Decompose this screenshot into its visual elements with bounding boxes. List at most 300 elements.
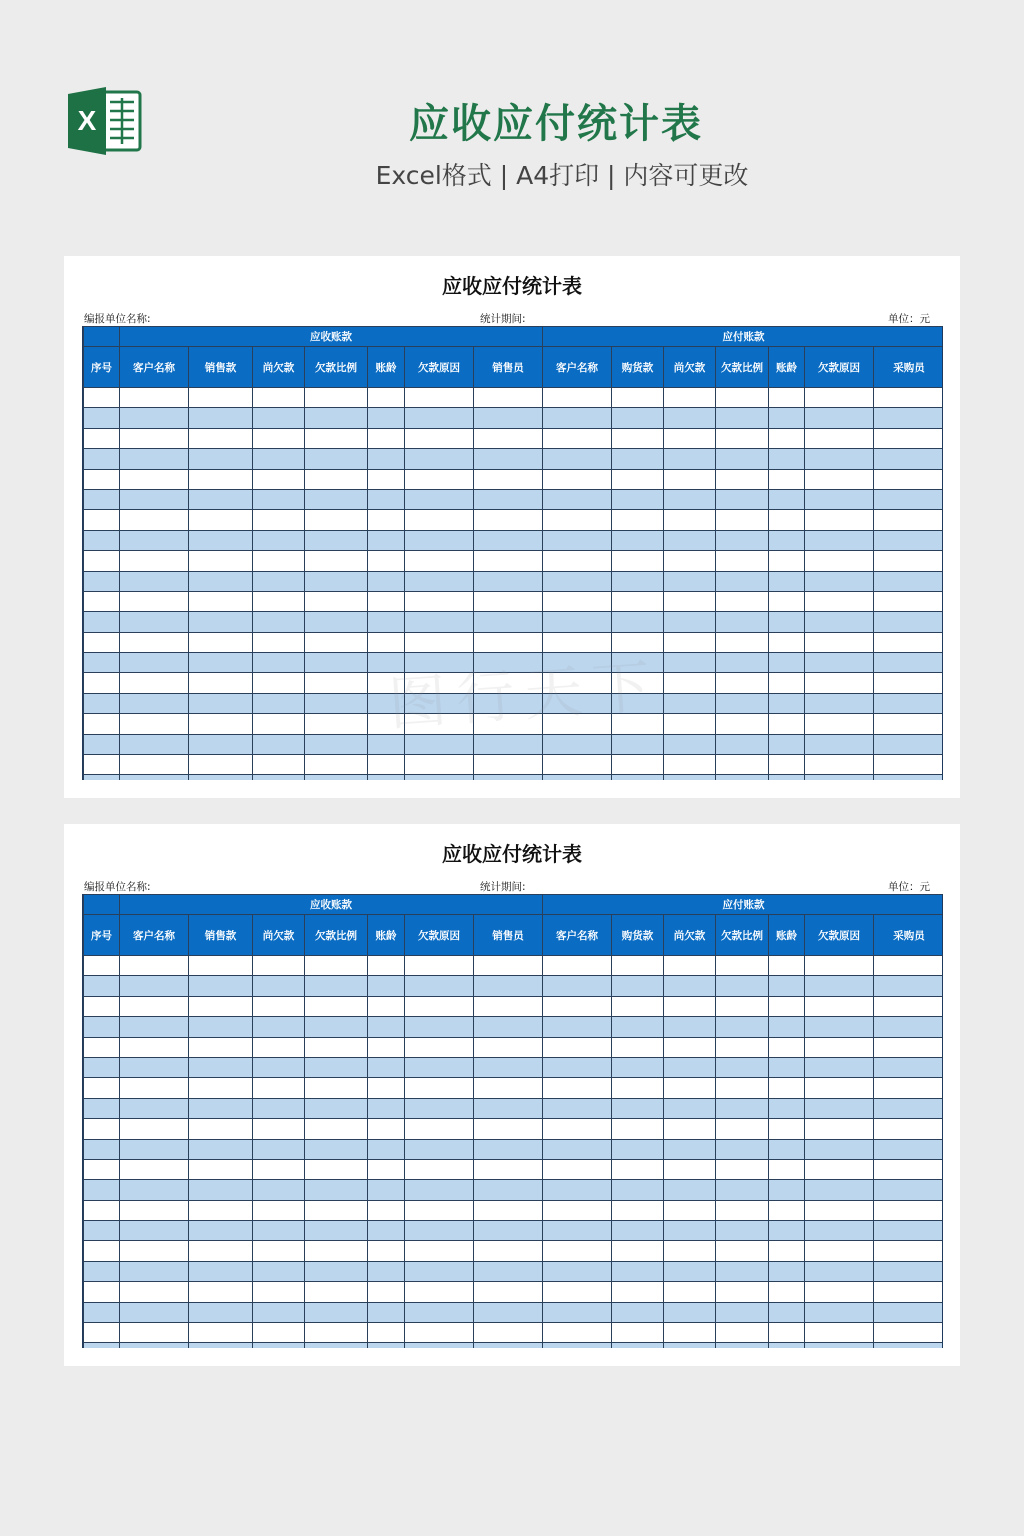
- table-cell[interactable]: [368, 1098, 405, 1118]
- table-cell[interactable]: [368, 1159, 405, 1179]
- table-cell[interactable]: [368, 956, 405, 976]
- table-cell[interactable]: [189, 1119, 253, 1139]
- table-cell[interactable]: [543, 612, 612, 632]
- table-cell[interactable]: [874, 1282, 943, 1302]
- table-cell[interactable]: [805, 1282, 874, 1302]
- table-cell[interactable]: [543, 996, 612, 1016]
- table-cell[interactable]: [120, 530, 189, 550]
- table-cell[interactable]: [405, 1098, 474, 1118]
- table-cell[interactable]: [305, 551, 368, 571]
- table-cell[interactable]: [253, 1261, 305, 1281]
- table-cell[interactable]: [120, 551, 189, 571]
- table-cell[interactable]: [612, 1180, 664, 1200]
- table-cell[interactable]: [612, 734, 664, 754]
- table-cell[interactable]: [305, 612, 368, 632]
- table-cell[interactable]: [612, 775, 664, 780]
- table-cell[interactable]: [405, 571, 474, 591]
- table-cell[interactable]: [664, 1139, 716, 1159]
- table-cell[interactable]: [474, 1282, 543, 1302]
- table-cell[interactable]: [474, 996, 543, 1016]
- table-cell[interactable]: [874, 388, 943, 408]
- table-cell[interactable]: [474, 956, 543, 976]
- table-cell[interactable]: [368, 1221, 405, 1241]
- table-cell[interactable]: [405, 1180, 474, 1200]
- table-cell[interactable]: [253, 530, 305, 550]
- table-cell[interactable]: [716, 591, 769, 611]
- table-cell[interactable]: [805, 1200, 874, 1220]
- table-cell[interactable]: [120, 693, 189, 713]
- table-cell[interactable]: [716, 1261, 769, 1281]
- table-cell[interactable]: [474, 388, 543, 408]
- table-cell[interactable]: [805, 653, 874, 673]
- table-cell[interactable]: [805, 1323, 874, 1343]
- table-cell[interactable]: [120, 469, 189, 489]
- table-cell[interactable]: [874, 956, 943, 976]
- table-cell[interactable]: [253, 1241, 305, 1261]
- table-cell[interactable]: [805, 1139, 874, 1159]
- table-cell[interactable]: [716, 388, 769, 408]
- table-cell[interactable]: [874, 1078, 943, 1098]
- table-cell[interactable]: [664, 996, 716, 1016]
- table-cell[interactable]: [612, 1221, 664, 1241]
- table-cell[interactable]: [543, 1180, 612, 1200]
- table-cell[interactable]: [474, 612, 543, 632]
- table-cell[interactable]: [253, 612, 305, 632]
- table-cell[interactable]: [305, 1323, 368, 1343]
- table-cell[interactable]: [305, 632, 368, 652]
- table-cell[interactable]: [874, 1302, 943, 1322]
- table-cell[interactable]: [716, 714, 769, 734]
- table-cell[interactable]: [84, 449, 120, 469]
- table-cell[interactable]: [716, 1159, 769, 1179]
- table-cell[interactable]: [474, 714, 543, 734]
- table-cell[interactable]: [84, 1261, 120, 1281]
- table-cell[interactable]: [805, 1017, 874, 1037]
- table-cell[interactable]: [474, 1078, 543, 1098]
- table-cell[interactable]: [612, 1343, 664, 1348]
- table-cell[interactable]: [664, 714, 716, 734]
- table-cell[interactable]: [84, 612, 120, 632]
- table-cell[interactable]: [769, 996, 805, 1016]
- table-cell[interactable]: [305, 714, 368, 734]
- table-cell[interactable]: [405, 449, 474, 469]
- table-cell[interactable]: [368, 591, 405, 611]
- table-cell[interactable]: [543, 956, 612, 976]
- table-cell[interactable]: [716, 1221, 769, 1241]
- table-cell[interactable]: [805, 1037, 874, 1057]
- table-cell[interactable]: [543, 469, 612, 489]
- table-cell[interactable]: [769, 1302, 805, 1322]
- table-cell[interactable]: [368, 1139, 405, 1159]
- table-cell[interactable]: [189, 530, 253, 550]
- table-cell[interactable]: [769, 469, 805, 489]
- table-cell[interactable]: [874, 734, 943, 754]
- table-cell[interactable]: [664, 489, 716, 509]
- table-cell[interactable]: [253, 1017, 305, 1037]
- table-cell[interactable]: [543, 388, 612, 408]
- table-cell[interactable]: [120, 1221, 189, 1241]
- table-cell[interactable]: [305, 510, 368, 530]
- table-cell[interactable]: [874, 1343, 943, 1348]
- table-cell[interactable]: [120, 428, 189, 448]
- table-cell[interactable]: [189, 976, 253, 996]
- table-cell[interactable]: [474, 693, 543, 713]
- table-cell[interactable]: [769, 956, 805, 976]
- table-cell[interactable]: [84, 734, 120, 754]
- table-cell[interactable]: [120, 510, 189, 530]
- table-cell[interactable]: [664, 653, 716, 673]
- table-cell[interactable]: [120, 571, 189, 591]
- table-cell[interactable]: [543, 449, 612, 469]
- table-cell[interactable]: [805, 489, 874, 509]
- table-cell[interactable]: [84, 1282, 120, 1302]
- table-cell[interactable]: [84, 388, 120, 408]
- table-cell[interactable]: [716, 1098, 769, 1118]
- table-cell[interactable]: [305, 591, 368, 611]
- table-cell[interactable]: [253, 1098, 305, 1118]
- table-cell[interactable]: [84, 1057, 120, 1077]
- table-cell[interactable]: [874, 673, 943, 693]
- table-cell[interactable]: [769, 755, 805, 775]
- table-cell[interactable]: [716, 632, 769, 652]
- table-cell[interactable]: [874, 1221, 943, 1241]
- table-cell[interactable]: [189, 734, 253, 754]
- table-cell[interactable]: [253, 755, 305, 775]
- table-cell[interactable]: [543, 976, 612, 996]
- table-cell[interactable]: [805, 612, 874, 632]
- table-cell[interactable]: [253, 428, 305, 448]
- table-cell[interactable]: [474, 428, 543, 448]
- table-cell[interactable]: [664, 1282, 716, 1302]
- table-cell[interactable]: [120, 388, 189, 408]
- table-cell[interactable]: [543, 632, 612, 652]
- table-cell[interactable]: [405, 510, 474, 530]
- table-cell[interactable]: [805, 1078, 874, 1098]
- table-cell[interactable]: [769, 1078, 805, 1098]
- table-cell[interactable]: [405, 1323, 474, 1343]
- table-cell[interactable]: [612, 489, 664, 509]
- table-cell[interactable]: [253, 1323, 305, 1343]
- table-cell[interactable]: [305, 693, 368, 713]
- table-cell[interactable]: [474, 1302, 543, 1322]
- table-cell[interactable]: [368, 1017, 405, 1037]
- table-cell[interactable]: [874, 1180, 943, 1200]
- table-cell[interactable]: [805, 428, 874, 448]
- table-cell[interactable]: [664, 591, 716, 611]
- table-cell[interactable]: [769, 1098, 805, 1118]
- table-cell[interactable]: [543, 714, 612, 734]
- table-cell[interactable]: [543, 551, 612, 571]
- table-cell[interactable]: [84, 469, 120, 489]
- table-cell[interactable]: [84, 956, 120, 976]
- table-cell[interactable]: [612, 408, 664, 428]
- table-cell[interactable]: [120, 1098, 189, 1118]
- table-cell[interactable]: [664, 1037, 716, 1057]
- table-cell[interactable]: [769, 1221, 805, 1241]
- table-cell[interactable]: [120, 1057, 189, 1077]
- table-cell[interactable]: [543, 1159, 612, 1179]
- table-cell[interactable]: [612, 449, 664, 469]
- table-cell[interactable]: [543, 1200, 612, 1220]
- table-cell[interactable]: [474, 408, 543, 428]
- table-cell[interactable]: [664, 408, 716, 428]
- table-cell[interactable]: [368, 428, 405, 448]
- table-cell[interactable]: [769, 1282, 805, 1302]
- table-cell[interactable]: [368, 1078, 405, 1098]
- table-cell[interactable]: [253, 956, 305, 976]
- table-cell[interactable]: [305, 1057, 368, 1077]
- table-cell[interactable]: [543, 1241, 612, 1261]
- table-cell[interactable]: [612, 673, 664, 693]
- table-cell[interactable]: [405, 632, 474, 652]
- table-cell[interactable]: [368, 530, 405, 550]
- table-cell[interactable]: [769, 449, 805, 469]
- table-cell[interactable]: [84, 510, 120, 530]
- table-cell[interactable]: [543, 510, 612, 530]
- table-cell[interactable]: [716, 571, 769, 591]
- table-cell[interactable]: [368, 714, 405, 734]
- table-cell[interactable]: [253, 469, 305, 489]
- table-cell[interactable]: [84, 530, 120, 550]
- table-cell[interactable]: [716, 551, 769, 571]
- table-cell[interactable]: [874, 551, 943, 571]
- table-cell[interactable]: [189, 1302, 253, 1322]
- table-cell[interactable]: [543, 1057, 612, 1077]
- table-cell[interactable]: [305, 1180, 368, 1200]
- table-cell[interactable]: [769, 1159, 805, 1179]
- table-cell[interactable]: [120, 673, 189, 693]
- table-cell[interactable]: [474, 591, 543, 611]
- table-cell[interactable]: [120, 1261, 189, 1281]
- table-cell[interactable]: [543, 755, 612, 775]
- table-cell[interactable]: [368, 510, 405, 530]
- table-cell[interactable]: [253, 388, 305, 408]
- table-cell[interactable]: [405, 1302, 474, 1322]
- table-cell[interactable]: [664, 510, 716, 530]
- table-cell[interactable]: [474, 1017, 543, 1037]
- table-cell[interactable]: [805, 976, 874, 996]
- table-cell[interactable]: [120, 653, 189, 673]
- table-cell[interactable]: [874, 1261, 943, 1281]
- table-cell[interactable]: [405, 775, 474, 780]
- table-cell[interactable]: [474, 775, 543, 780]
- table-cell[interactable]: [769, 1323, 805, 1343]
- table-cell[interactable]: [84, 428, 120, 448]
- table-cell[interactable]: [664, 1241, 716, 1261]
- table-cell[interactable]: [805, 632, 874, 652]
- table-cell[interactable]: [120, 1159, 189, 1179]
- table-cell[interactable]: [805, 388, 874, 408]
- table-cell[interactable]: [253, 996, 305, 1016]
- table-cell[interactable]: [612, 510, 664, 530]
- table-cell[interactable]: [305, 1098, 368, 1118]
- table-cell[interactable]: [805, 1119, 874, 1139]
- table-cell[interactable]: [405, 976, 474, 996]
- table-cell[interactable]: [543, 1302, 612, 1322]
- table-cell[interactable]: [612, 1200, 664, 1220]
- table-cell[interactable]: [716, 530, 769, 550]
- table-cell[interactable]: [120, 632, 189, 652]
- table-cell[interactable]: [664, 1017, 716, 1037]
- table-cell[interactable]: [120, 1323, 189, 1343]
- table-cell[interactable]: [405, 734, 474, 754]
- table-cell[interactable]: [716, 1343, 769, 1348]
- table-cell[interactable]: [769, 653, 805, 673]
- table-cell[interactable]: [189, 1098, 253, 1118]
- table-cell[interactable]: [84, 1119, 120, 1139]
- table-cell[interactable]: [189, 428, 253, 448]
- table-cell[interactable]: [543, 1119, 612, 1139]
- table-cell[interactable]: [474, 1343, 543, 1348]
- table-cell[interactable]: [716, 755, 769, 775]
- table-cell[interactable]: [368, 734, 405, 754]
- table-cell[interactable]: [305, 734, 368, 754]
- table-cell[interactable]: [405, 1119, 474, 1139]
- table-cell[interactable]: [305, 449, 368, 469]
- table-cell[interactable]: [805, 734, 874, 754]
- table-cell[interactable]: [543, 591, 612, 611]
- table-cell[interactable]: [189, 1343, 253, 1348]
- table-cell[interactable]: [253, 1139, 305, 1159]
- table-cell[interactable]: [189, 1057, 253, 1077]
- table-cell[interactable]: [189, 612, 253, 632]
- table-cell[interactable]: [405, 956, 474, 976]
- table-cell[interactable]: [664, 1180, 716, 1200]
- table-cell[interactable]: [368, 775, 405, 780]
- table-cell[interactable]: [305, 469, 368, 489]
- table-cell[interactable]: [612, 1098, 664, 1118]
- table-cell[interactable]: [189, 469, 253, 489]
- table-cell[interactable]: [716, 612, 769, 632]
- table-cell[interactable]: [368, 653, 405, 673]
- table-cell[interactable]: [405, 551, 474, 571]
- table-cell[interactable]: [84, 1139, 120, 1159]
- table-cell[interactable]: [253, 1200, 305, 1220]
- table-cell[interactable]: [189, 489, 253, 509]
- table-cell[interactable]: [805, 449, 874, 469]
- table-cell[interactable]: [612, 591, 664, 611]
- table-cell[interactable]: [305, 755, 368, 775]
- table-cell[interactable]: [120, 1200, 189, 1220]
- table-cell[interactable]: [805, 408, 874, 428]
- table-cell[interactable]: [716, 1119, 769, 1139]
- table-cell[interactable]: [189, 775, 253, 780]
- table-cell[interactable]: [189, 755, 253, 775]
- table-cell[interactable]: [612, 1037, 664, 1057]
- table-cell[interactable]: [253, 673, 305, 693]
- table-cell[interactable]: [769, 510, 805, 530]
- table-cell[interactable]: [405, 996, 474, 1016]
- table-cell[interactable]: [368, 693, 405, 713]
- table-cell[interactable]: [874, 489, 943, 509]
- table-cell[interactable]: [543, 1261, 612, 1281]
- table-cell[interactable]: [368, 1323, 405, 1343]
- table-cell[interactable]: [874, 632, 943, 652]
- table-cell[interactable]: [189, 1261, 253, 1281]
- table-cell[interactable]: [612, 1323, 664, 1343]
- table-cell[interactable]: [716, 1323, 769, 1343]
- table-cell[interactable]: [84, 1037, 120, 1057]
- table-cell[interactable]: [189, 510, 253, 530]
- table-cell[interactable]: [474, 449, 543, 469]
- table-cell[interactable]: [405, 1221, 474, 1241]
- table-cell[interactable]: [253, 775, 305, 780]
- table-cell[interactable]: [664, 1343, 716, 1348]
- table-cell[interactable]: [305, 1221, 368, 1241]
- table-cell[interactable]: [189, 996, 253, 1016]
- table-cell[interactable]: [305, 1302, 368, 1322]
- table-cell[interactable]: [769, 632, 805, 652]
- table-cell[interactable]: [805, 469, 874, 489]
- table-cell[interactable]: [716, 693, 769, 713]
- table-cell[interactable]: [805, 1343, 874, 1348]
- table-cell[interactable]: [253, 1159, 305, 1179]
- table-cell[interactable]: [543, 693, 612, 713]
- table-cell[interactable]: [84, 1241, 120, 1261]
- table-cell[interactable]: [716, 996, 769, 1016]
- table-cell[interactable]: [253, 571, 305, 591]
- table-cell[interactable]: [405, 530, 474, 550]
- table-cell[interactable]: [474, 632, 543, 652]
- table-cell[interactable]: [474, 469, 543, 489]
- table-cell[interactable]: [769, 1119, 805, 1139]
- table-cell[interactable]: [120, 408, 189, 428]
- table-cell[interactable]: [664, 1302, 716, 1322]
- table-cell[interactable]: [664, 1159, 716, 1179]
- table-cell[interactable]: [612, 693, 664, 713]
- table-cell[interactable]: [874, 612, 943, 632]
- table-cell[interactable]: [805, 956, 874, 976]
- table-cell[interactable]: [253, 510, 305, 530]
- table-cell[interactable]: [120, 1017, 189, 1037]
- table-cell[interactable]: [120, 449, 189, 469]
- table-cell[interactable]: [612, 469, 664, 489]
- table-cell[interactable]: [769, 775, 805, 780]
- table-cell[interactable]: [474, 571, 543, 591]
- table-cell[interactable]: [253, 1221, 305, 1241]
- table-cell[interactable]: [84, 693, 120, 713]
- table-cell[interactable]: [716, 1037, 769, 1057]
- table-cell[interactable]: [805, 1057, 874, 1077]
- table-cell[interactable]: [612, 612, 664, 632]
- table-cell[interactable]: [189, 1037, 253, 1057]
- table-cell[interactable]: [84, 632, 120, 652]
- table-cell[interactable]: [253, 489, 305, 509]
- table-cell[interactable]: [253, 734, 305, 754]
- table-cell[interactable]: [874, 428, 943, 448]
- table-cell[interactable]: [716, 510, 769, 530]
- table-cell[interactable]: [405, 714, 474, 734]
- table-cell[interactable]: [769, 388, 805, 408]
- table-cell[interactable]: [474, 1261, 543, 1281]
- table-cell[interactable]: [474, 1200, 543, 1220]
- table-cell[interactable]: [120, 775, 189, 780]
- table-cell[interactable]: [612, 551, 664, 571]
- table-cell[interactable]: [716, 1017, 769, 1037]
- table-cell[interactable]: [253, 1078, 305, 1098]
- table-cell[interactable]: [769, 976, 805, 996]
- table-cell[interactable]: [769, 591, 805, 611]
- table-cell[interactable]: [769, 408, 805, 428]
- table-cell[interactable]: [474, 1098, 543, 1118]
- table-cell[interactable]: [120, 976, 189, 996]
- table-cell[interactable]: [368, 755, 405, 775]
- table-cell[interactable]: [189, 551, 253, 571]
- table-cell[interactable]: [716, 734, 769, 754]
- table-cell[interactable]: [368, 489, 405, 509]
- table-cell[interactable]: [253, 591, 305, 611]
- table-cell[interactable]: [769, 1200, 805, 1220]
